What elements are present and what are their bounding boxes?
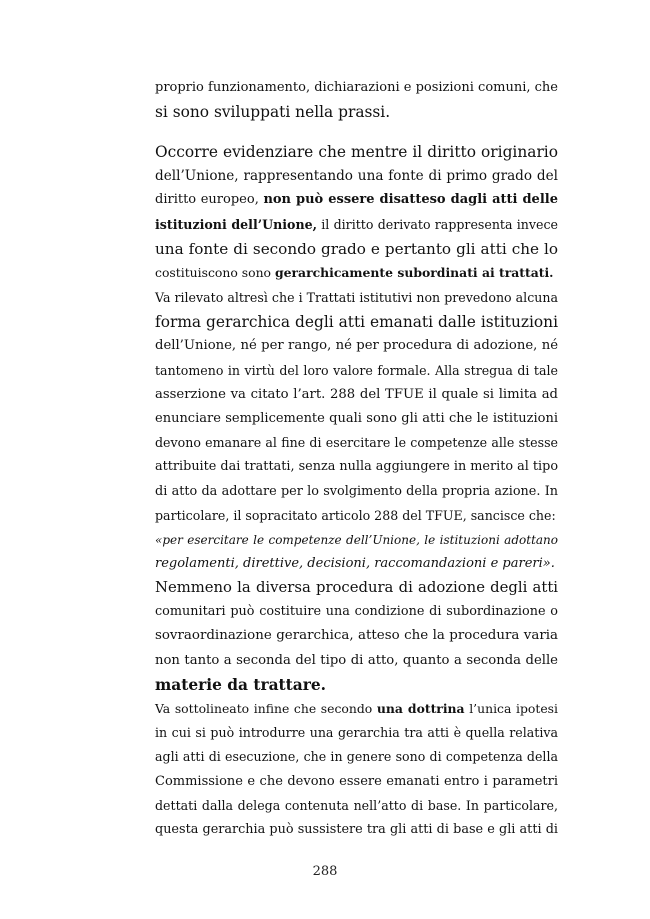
paragraph-1 [155,76,558,124]
text-line [155,697,558,721]
bold-text: non può essere disatteso dagli atti delle [263,192,558,208]
text-line: agli atti di esecuzione, che in genere sono di competenza della [155,749,558,765]
text-line: Commissione e che devono essere emanati entro i parametri [155,773,558,789]
quote-line: regolamenti, direttive, decisioni, raccomandazioni e pareri». [155,556,555,572]
text-line: di atto da adottare per lo svolgimento della propria azione. In [155,483,558,499]
text-line: dell’Unione, rappresentando una fonte di primo grado del [155,168,558,185]
text-line [155,261,558,285]
text-line: tantomeno in virtù del loro valore formale. Alla stregua di tale [155,362,558,378]
text-line: non tanto a seconda del tipo di atto, quanto a seconda delle [155,652,558,668]
text-line: una fonte di secondo grado e pertanto gli atti che lo [155,239,558,258]
text-line [155,213,558,237]
text-line: comunitari può costituire una condizione di subordinazione o [155,604,558,620]
text-run: il diritto derivato rappresenta invece [317,216,558,232]
text-line: forma gerarchica degli atti emanati dalle istituzioni [155,313,558,332]
text-line: enunciare semplicemente quali sono gli atti che le istituzioni [155,410,558,426]
text-line [155,188,558,212]
text-line: sovraordinazione gerarchica, atteso che la procedura varia [155,628,558,644]
text-line: Va rilevato altresì che i Trattati istitutivi non prevedono alcuna [155,290,558,305]
text-line: proprio funzionamento, dichiarazioni e posizioni comuni, che [155,80,558,95]
bold-text: gerarchicamente subordinati ai trattati. [274,264,554,280]
text-line: particolare, il sopracitato articolo 288 del TFUE, sancisce che: [155,507,556,523]
text-line: attribuite dai trattati, senza nulla aggiungere in merito al tipo [155,459,559,475]
text-run: costituiscono sono [155,264,275,280]
paragraph-2 [155,140,558,285]
bold-text: materie da trattare. [155,675,326,694]
page-number: 288 [312,864,338,879]
bold-text: istituzioni dell’Unione, [155,216,318,232]
text-line: dettati dalla delega contenuta nell’atto di base. In particolare, [155,797,558,813]
text-line: devono emanare al fine di esercitare le competenze alle stesse [155,435,558,451]
paragraph-4 [155,576,558,697]
text-run: diritto europeo, [155,192,264,208]
text-line: asserzione va citato l’art. 288 del TFUE il quale si limita ad [155,386,558,402]
text-line [155,673,558,697]
text-line: Nemmeno la diversa procedura di adozione degli atti [155,579,558,596]
bold-text: una dottrina [376,701,465,716]
text-line: questa gerarchia può sussistere tra gli atti di base e gli atti di [155,821,558,837]
paragraph-3 [155,286,558,576]
paragraph-5 [155,697,558,842]
text-run: Va sottolineato infine che secondo [155,701,377,716]
text-line: dell’Unione, né per rango, né per procedura di adozione, né [155,338,558,354]
text-line: in cui si può introdurre una gerarchia tra atti è quella relativa [155,725,558,741]
text-line: Occorre evidenziare che mentre il diritto originario [155,143,558,161]
text-run: l’unica ipotesi [464,701,558,716]
quote-line: «per esercitare le competenze dell’Unione, le istituzioni adottano [155,532,558,547]
text-line: si sono sviluppati nella prassi. [155,103,391,122]
